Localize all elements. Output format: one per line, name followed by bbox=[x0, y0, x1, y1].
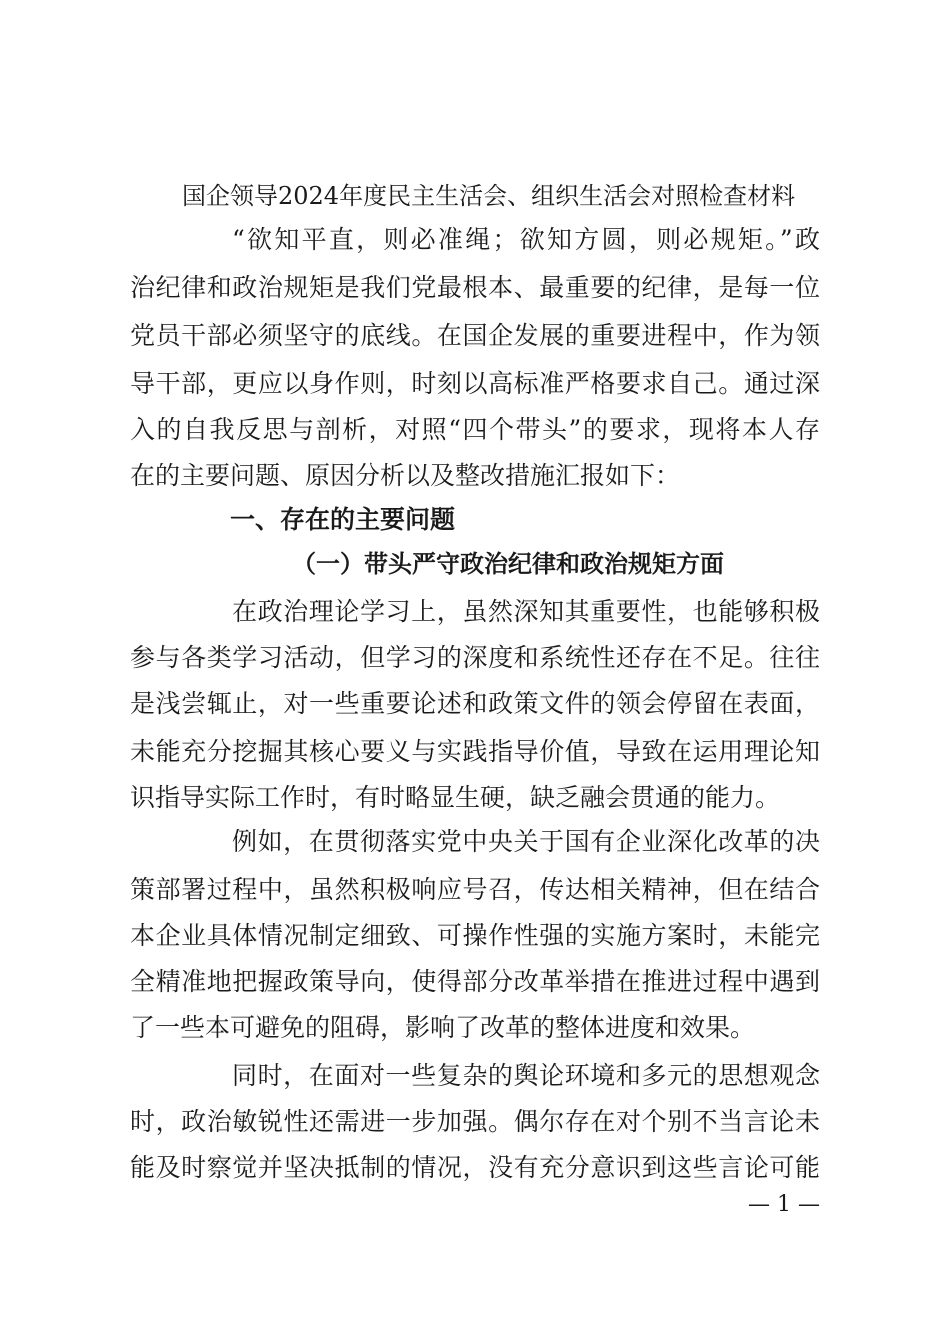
section-heading: 一、存在的主要问题 bbox=[230, 505, 456, 534]
intro-line: 在的主要问题、原因分析以及整改措施汇报如下： bbox=[130, 461, 681, 490]
paragraph-line: 策部署过程中，虽然积极响应号召，传达相关精神，但在结合 bbox=[130, 875, 820, 904]
paragraph-line: 参与各类学习活动，但学习的深度和系统性还存在不足。往往 bbox=[130, 643, 820, 672]
page-number: — 1 — bbox=[748, 1192, 820, 1217]
intro-line: 入的自我反思与剖析，对照“四个带头”的要求，现将本人存 bbox=[130, 415, 820, 444]
paragraph-line: 能及时察觉并坚决抵制的情况，没有充分意识到这些言论可能 bbox=[130, 1153, 820, 1182]
intro-line: “欲知平直，则必准绳；欲知方圆，则必规矩。”政 bbox=[232, 225, 820, 254]
paragraph-line: 全精准地把握政策导向，使得部分改革举措在推进过程中遇到 bbox=[130, 967, 820, 996]
paragraph-line: 了一些本可避免的阻碍，影响了改革的整体进度和效果。 bbox=[130, 1013, 756, 1042]
subsection-heading: （一）带头严守政治纪律和政治规矩方面 bbox=[292, 549, 724, 578]
paragraph-line: 例如，在贯彻落实党中央关于国有企业深化改革的决 bbox=[232, 827, 820, 856]
paragraph-line: 未能充分挖掘其核心要义与实践指导价值，导致在运用理论知 bbox=[130, 737, 820, 766]
paragraph-line: 识指导实际工作时，有时略显生硬，缺乏融会贯通的能力。 bbox=[130, 783, 781, 812]
intro-line: 治纪律和政治规矩是我们党最根本、最重要的纪律，是每一位 bbox=[130, 273, 820, 302]
paragraph-line: 本企业具体情况制定细致、可操作性强的实施方案时，未能完 bbox=[130, 921, 820, 950]
document-title: 国企领导2024年度民主生活会、组织生活会对照检查材料 bbox=[182, 182, 796, 210]
paragraph-line: 是浅尝辄止，对一些重要论述和政策文件的领会停留在表面， bbox=[130, 689, 820, 718]
intro-line: 党员干部必须坚守的底线。在国企发展的重要进程中，作为领 bbox=[130, 321, 820, 350]
paragraph-line: 时，政治敏锐性还需进一步加强。偶尔存在对个别不当言论未 bbox=[130, 1107, 820, 1136]
paragraph-line: 同时，在面对一些复杂的舆论环境和多元的思想观念 bbox=[232, 1061, 820, 1090]
intro-line: 导干部，更应以身作则，时刻以高标准严格要求自己。通过深 bbox=[130, 369, 820, 398]
paragraph-line: 在政治理论学习上，虽然深知其重要性，也能够积极 bbox=[232, 597, 820, 626]
